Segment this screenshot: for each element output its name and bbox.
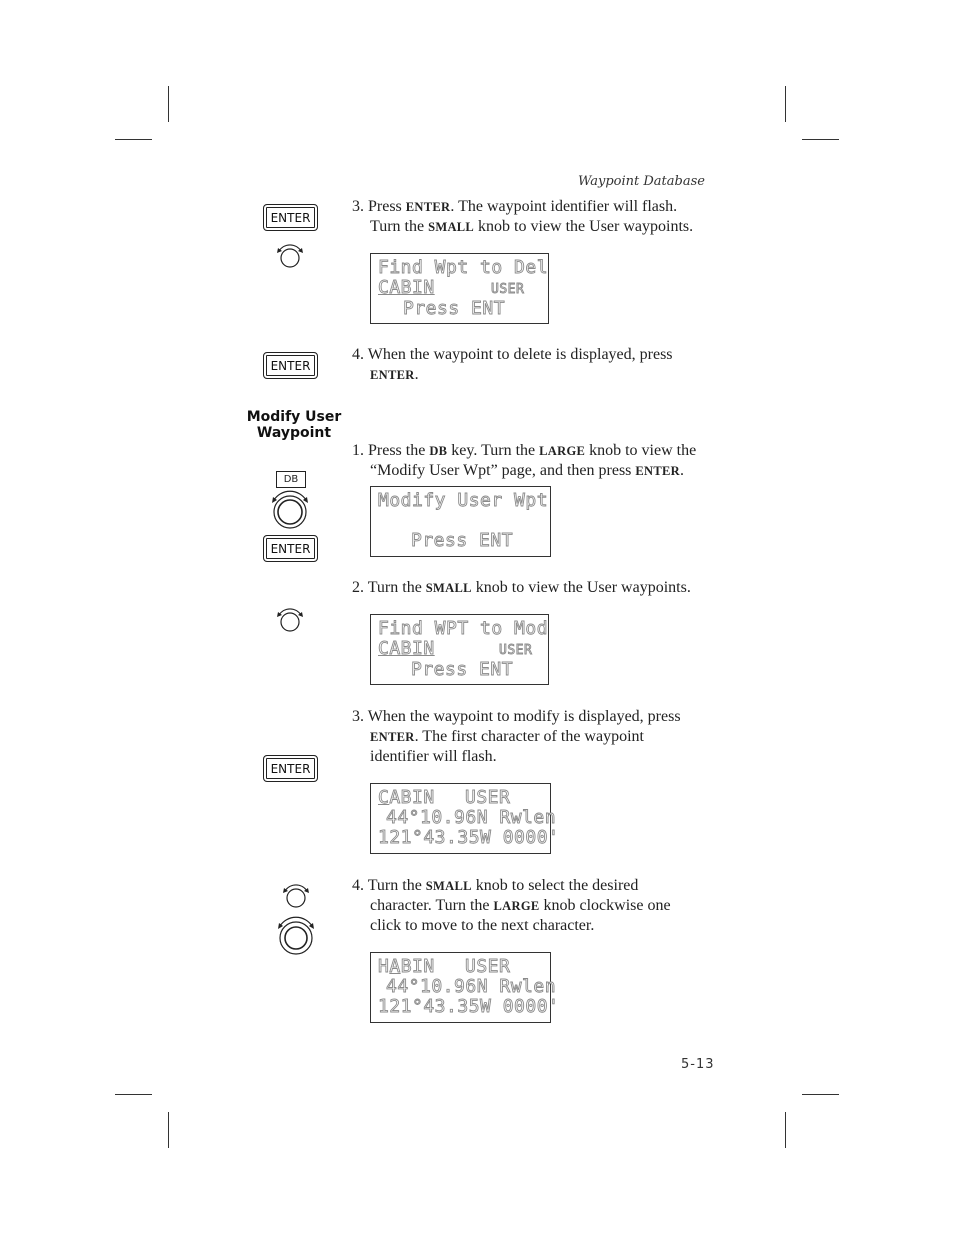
enter-key-icon: ENTER — [263, 204, 318, 231]
step-1-modify: 1. Press the DB key. Turn the LARGE knob to view the “Modify User Wpt” page, and then press ENTER. — [352, 442, 697, 479]
crop-mark — [785, 1112, 786, 1148]
lcd-find-wpt-to-mod — [370, 614, 549, 685]
step-4-delete: 4. When the waypoint to delete is displayed, press ENTER. — [352, 346, 673, 383]
running-header: Waypoint Database — [578, 174, 705, 189]
crop-mark — [115, 1094, 152, 1095]
lcd-longitude: 121°43.35W 0000' — [378, 827, 560, 848]
lcd-line: Find Wpt to Del — [378, 257, 549, 278]
dual-knob-icon — [268, 490, 312, 530]
step-3-modify: 3. When the waypoint to modify is displayed, press ENTER. The first character of the waypoint identifier will flash. — [352, 708, 681, 765]
lcd-edit-habin — [370, 952, 560, 1023]
db-key-icon: DB — [276, 471, 306, 488]
step-2-modify: 2. Turn the SMALL knob to view the User waypoints. — [352, 579, 691, 596]
enter-key-icon: ENTER — [263, 352, 318, 379]
page-number: 5-13 — [681, 1057, 715, 1072]
crop-mark — [115, 139, 152, 140]
lcd-cursor-char: A — [389, 956, 401, 977]
lcd-line: Press ENT — [411, 530, 514, 551]
enter-key-icon: ENTER — [263, 535, 318, 562]
lcd-line: Press ENT — [411, 659, 514, 680]
lcd-find-wpt-to-del — [370, 253, 549, 324]
small-knob-icon — [272, 604, 308, 636]
lcd-waypoint-id: CABIN — [378, 277, 435, 298]
lcd-line: Find WPT to Mod — [378, 618, 549, 639]
crop-mark — [802, 139, 839, 140]
step-4-modify: 4. Turn the SMALL knob to select the desired character. Turn the LARGE knob clockwise one click to move to the next character. — [352, 877, 671, 934]
lcd-waypoint-id: CABIN — [378, 638, 435, 659]
lcd-line: Modify User Wpt — [378, 490, 549, 511]
lcd-longitude: 121°43.35W 0000' — [378, 996, 560, 1017]
step-3-delete: 3. Press ENTER. The waypoint identifier will flash. Turn the SMALL knob to view the User waypoints. — [352, 198, 694, 235]
lcd-edit-cabin — [370, 783, 560, 854]
lcd-latitude: 44°10.96N Rwlen — [386, 976, 557, 997]
lcd-line: HABIN — [378, 956, 435, 977]
crop-mark — [802, 1094, 839, 1095]
section-heading: Modify User Waypoint — [246, 409, 342, 441]
enter-key-icon: ENTER — [263, 755, 318, 782]
lcd-latitude: 44°10.96N Rwlen — [386, 807, 557, 828]
small-knob-icon — [272, 240, 308, 272]
lcd-waypoint-type: USER — [491, 282, 525, 297]
lcd-cursor-char: C — [378, 787, 390, 808]
lcd-waypoint-type: USER — [465, 956, 511, 977]
lcd-modify-user-wpt — [370, 486, 551, 557]
large-knob-icon — [274, 916, 318, 956]
small-knob-icon — [278, 880, 314, 912]
crop-mark — [785, 86, 786, 122]
lcd-waypoint-type: USER — [465, 787, 511, 808]
lcd-waypoint-type: USER — [499, 643, 533, 658]
lcd-line: Press ENT — [403, 298, 506, 319]
lcd-line: CABIN — [378, 787, 435, 808]
crop-mark — [168, 1112, 169, 1148]
crop-mark — [168, 86, 169, 122]
